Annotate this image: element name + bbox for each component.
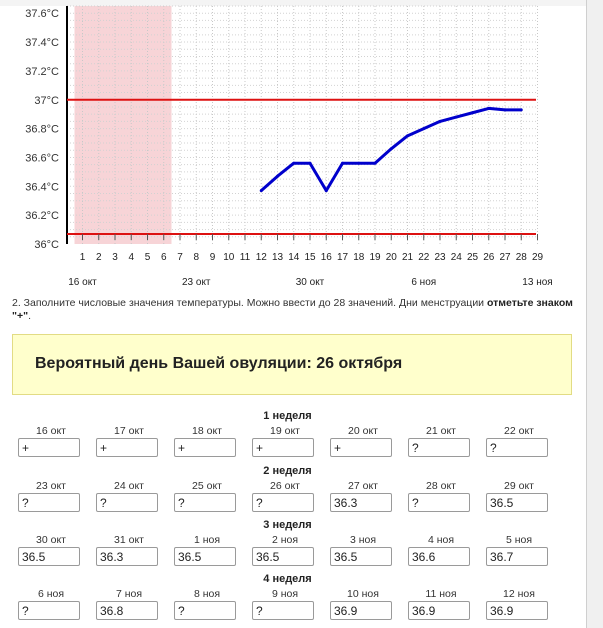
temperature-input[interactable] [18, 547, 80, 566]
day-label: 8 ноя [193, 588, 221, 600]
day-label: 25 окт [192, 480, 222, 492]
temperature-input[interactable] [174, 493, 236, 512]
day-label: 18 окт [192, 425, 222, 437]
ovulation-result-box [12, 334, 572, 395]
day-label: 17 окт [114, 425, 144, 437]
x-date-label: 16 окт [68, 277, 97, 288]
temperature-point [487, 107, 490, 110]
day-label: 16 окт [36, 425, 66, 437]
temperature-input[interactable] [486, 438, 548, 457]
day-cell [408, 480, 474, 512]
x-date-label: 6 ноя [411, 277, 437, 288]
x-tick-label: 25 [466, 252, 479, 263]
day-label: 7 ноя [115, 588, 143, 600]
temperature-point [357, 162, 360, 165]
day-label: 3 ноя [349, 534, 377, 546]
day-cell [96, 588, 162, 620]
temperature-point [504, 108, 507, 111]
day-label: 20 окт [348, 425, 378, 437]
temperature-input[interactable] [408, 547, 470, 566]
temperature-point [471, 111, 474, 114]
day-label: 2 ноя [271, 534, 299, 546]
x-tick-label: 24 [450, 252, 462, 263]
day-cell [252, 588, 318, 620]
day-label: 5 ноя [505, 534, 533, 546]
x-tick-label: 13 [271, 252, 284, 263]
y-tick-label: 37°C [34, 94, 59, 107]
day-cell [18, 588, 84, 620]
day-cell [330, 425, 396, 457]
temperature-input[interactable] [408, 601, 470, 620]
temperature-input[interactable] [96, 493, 158, 512]
day-cell [486, 425, 552, 457]
day-label: 11 ноя [425, 588, 457, 600]
x-tick-label: 16 [320, 252, 332, 263]
x-tick-label: 17 [336, 252, 349, 263]
day-label: 31 окт [114, 534, 144, 546]
x-date-label: 23 окт [181, 277, 211, 288]
day-cell [486, 534, 552, 566]
x-tick-label: 23 [434, 252, 446, 263]
day-cell [330, 588, 396, 620]
x-tick-label: 21 [401, 252, 414, 263]
day-cell [18, 425, 84, 457]
instruction-bold: отметьте знаком "+" [12, 297, 573, 322]
day-cell [408, 534, 474, 566]
week-title: 3 неделя [263, 519, 312, 531]
x-tick-label: 8 [193, 252, 200, 263]
day-label: 21 окт [426, 425, 456, 437]
temperature-input[interactable] [330, 547, 392, 566]
x-tick-label: 2 [95, 252, 102, 263]
temperature-point [374, 162, 377, 165]
temperature-point [422, 127, 425, 130]
day-cell [174, 588, 240, 620]
x-tick-label: 28 [515, 252, 527, 263]
day-label: 24 окт [114, 480, 144, 492]
day-cell [486, 480, 552, 512]
week-title: 1 неделя [263, 410, 312, 422]
x-tick-label: 26 [483, 252, 495, 263]
temperature-input[interactable] [330, 438, 392, 457]
day-cell [252, 480, 318, 512]
x-tick-label: 4 [128, 252, 135, 263]
day-label: 23 окт [36, 480, 66, 492]
x-tick-label: 11 [239, 252, 251, 263]
temperature-point [276, 175, 279, 178]
day-label: 30 окт [36, 534, 66, 546]
day-cell [18, 480, 84, 512]
y-tick-label: 36.6°C [25, 152, 59, 165]
x-tick-label: 27 [499, 252, 511, 263]
day-label: 26 окт [270, 480, 300, 492]
temperature-input[interactable] [18, 493, 80, 512]
temperature-input[interactable] [408, 493, 470, 512]
x-date-label: 30 окт [295, 277, 325, 288]
instruction-tail: . [28, 310, 32, 322]
day-cell [330, 480, 396, 512]
day-cell [174, 425, 240, 457]
temperature-point [292, 162, 295, 165]
temperature-input[interactable] [486, 547, 548, 566]
temperature-point [260, 189, 263, 192]
temperature-input[interactable] [174, 547, 236, 566]
x-tick-label: 20 [385, 252, 397, 263]
x-tick-label: 7 [177, 252, 183, 263]
day-label: 19 окт [270, 425, 300, 437]
menstruation-band [75, 6, 172, 244]
y-tick-label: 36.4°C [25, 181, 59, 194]
week-title: 4 неделя [263, 573, 312, 585]
day-label: 9 ноя [271, 588, 299, 600]
day-label: 28 окт [426, 480, 456, 492]
temperature-input[interactable] [18, 438, 80, 457]
day-cell [96, 534, 162, 566]
temperature-point [439, 120, 442, 123]
ovulation-result-text: Вероятный день Вашей овуляции: 26 октября [35, 355, 403, 372]
x-tick-label: 3 [112, 252, 118, 263]
day-cell [174, 480, 240, 512]
temperature-input[interactable] [486, 601, 548, 620]
x-tick-label: 5 [144, 252, 151, 263]
day-cell [18, 534, 84, 566]
x-tick-label: 14 [288, 252, 300, 263]
day-label: 27 окт [348, 480, 378, 492]
temperature-input[interactable] [18, 601, 80, 620]
instruction-text [12, 297, 577, 323]
day-cell [486, 588, 552, 620]
x-tick-label: 12 [255, 252, 267, 263]
temperature-point [455, 116, 458, 119]
x-tick-label: 19 [369, 252, 381, 263]
day-label: 6 ноя [37, 588, 65, 600]
temperature-input[interactable] [330, 601, 392, 620]
day-label: 22 окт [504, 425, 534, 437]
x-tick-label: 22 [418, 252, 430, 263]
temperature-chart [0, 0, 586, 296]
day-cell [174, 534, 240, 566]
day-label: 12 ноя [503, 588, 535, 600]
y-tick-label: 37.4°C [25, 37, 59, 50]
temperature-input[interactable] [96, 547, 158, 566]
day-label: 1 ноя [193, 534, 221, 546]
x-tick-label: 15 [304, 252, 316, 263]
y-tick-label: 36.8°C [25, 123, 59, 136]
temperature-input[interactable] [486, 493, 548, 512]
y-tick-label: 36.2°C [25, 210, 59, 223]
temperature-input[interactable] [174, 438, 236, 457]
x-tick-label: 6 [160, 252, 167, 263]
day-cell [408, 425, 474, 457]
x-tick-label: 18 [353, 252, 365, 263]
x-tick-label: 10 [223, 252, 235, 263]
day-label: 10 ноя [347, 588, 379, 600]
temperature-point [325, 189, 328, 192]
x-tick-label: 1 [79, 252, 86, 263]
temperature-input[interactable] [252, 493, 314, 512]
x-tick-label: 29 [531, 252, 544, 263]
window-edge [586, 0, 603, 628]
temperature-point [406, 134, 409, 137]
week-title: 2 неделя [263, 465, 312, 477]
temperature-input[interactable] [408, 438, 470, 457]
y-tick-label: 37.6°C [25, 8, 59, 21]
temperature-point [390, 147, 393, 150]
temperature-point [520, 108, 523, 111]
temperature-input[interactable] [96, 438, 158, 457]
day-cell [330, 534, 396, 566]
temperature-input[interactable] [330, 493, 392, 512]
temperature-point [341, 162, 344, 165]
day-cell [408, 588, 474, 620]
x-date-label: 13 ноя [522, 277, 553, 288]
day-label: 29 окт [504, 480, 534, 492]
temperature-input[interactable] [96, 601, 158, 620]
y-tick-label: 37.2°C [25, 65, 59, 78]
temperature-input[interactable] [252, 438, 314, 457]
x-tick-label: 9 [209, 252, 216, 263]
day-cell [96, 425, 162, 457]
temperature-input[interactable] [252, 601, 314, 620]
day-cell [252, 425, 318, 457]
temperature-input[interactable] [252, 547, 314, 566]
instruction-main: 2. Заполните числовые значения температуры. Можно ввести до 28 значений. Дни менструации [12, 297, 485, 309]
temperature-point [309, 162, 312, 165]
day-label: 4 ноя [427, 534, 455, 546]
temperature-input[interactable] [174, 601, 236, 620]
day-cell [252, 534, 318, 566]
y-tick-label: 36°C [34, 239, 59, 251]
day-cell [96, 480, 162, 512]
